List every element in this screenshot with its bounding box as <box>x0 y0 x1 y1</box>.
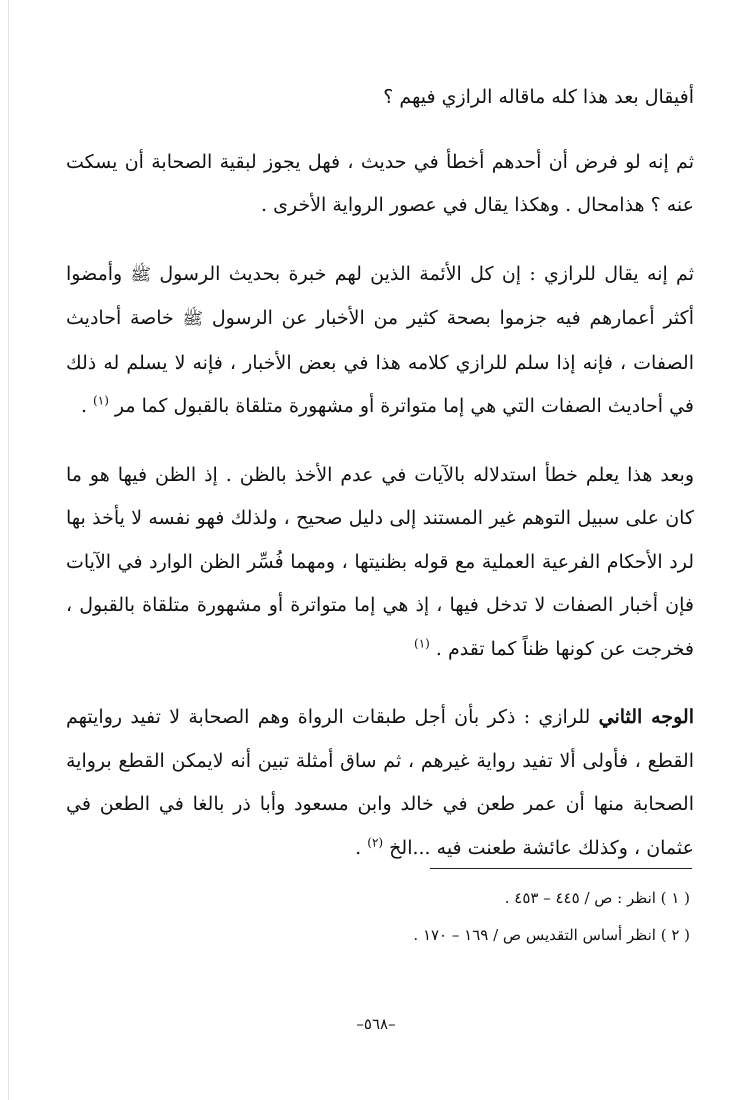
footnote-ref-1: (١) <box>93 393 109 408</box>
footnotes <box>70 880 690 954</box>
paragraph-3-end: . <box>80 395 87 417</box>
salawat-symbol: ﷺ <box>182 309 204 329</box>
paragraph-3 <box>66 253 694 429</box>
main-text <box>66 76 694 895</box>
scan-edge-streak <box>8 0 9 1100</box>
footnote-ref-2: (٢) <box>367 835 384 850</box>
footnote-2: ( ٢ ) انظر أساس التقديس ص / ١٦٩ – ١٧٠ . <box>413 926 690 944</box>
paragraph-5 <box>66 696 694 870</box>
paragraph-4-text: وبعد هذا يعلم خطأ استدلاله بالآيات في عدم الأخذ بالظن . إذ الظن فيها هو ما كان على سبيل التوهم غير المستند إلى دليل صحيح ، ولذلك فهو نفسه لا يأخذ بها لرد الأحكام الفرعية العملية مع قوله بظنيتها ، ومهما فُسِّر الظن الوارد في الآيات فإن أخبار الصفات لا تدخل فيها ، إذ هي إما متواترة أو مشهورة متلقاة بالقبول ، فخرجت عن كونها ظناً كما تقدم . <box>66 463 694 660</box>
footnote-1: ( ١ ) انظر : ص / ٤٤٥ – ٤٥٣ . <box>504 889 690 907</box>
footnote-separator <box>430 868 692 869</box>
salawat-symbol: ﷺ <box>130 264 152 285</box>
paragraph-3-part-1: ثم إنه يقال للرازي : إن كل الأئمة الذين لهم خبرة بحديث الرسول <box>159 262 694 285</box>
paragraph-3-part-3: خاصة أحاديث الصفات ، فإنه إذا سلم للرازي كلامه هذا في بعض الأخبار ، فإنه لا يسلم له ذلك في أحاديث الصفات التي هي إما متواترة أو مشهورة متلقاة بالقبول كما مر <box>66 307 694 417</box>
paragraph-5-text: للرازي : ذكر بأن أجل طبقات الرواة وهم الصحابة لا تفيد روايتهم القطع ، فأولى ألا تفيد رواية غيرهم ، ثم ساق أمثلة تبين أنه لايمكن القطع برواية الصحابة منها أن عمر طعن في خالد وابن مسعود وأبا ذر بالغا في الطعن في عثمان ، وكذلك عائشة طعنت فيه ...الخ <box>66 706 694 859</box>
paragraph-1 <box>66 76 694 120</box>
page-number: –٥٦٨– <box>356 1015 396 1033</box>
paragraph-2-text: ثم إنه لو فرض أن أحدهم أخطأ في حديث ، فهل يجوز لبقية الصحابة أن يسكت عنه ؟ هذامحال . وهكذا يقال في عصور الرواية الأخرى . <box>66 150 694 216</box>
footnote-ref-1: (١) <box>414 636 430 651</box>
paragraph-2 <box>66 141 694 228</box>
paragraph-5-end: . <box>355 836 362 859</box>
paragraph-4 <box>66 454 694 672</box>
paragraph-3-part-2: وأمضوا أكثر أعمارهم فيه جزموا بصحة كثير من الأخبار عن الرسول <box>66 262 694 329</box>
paragraph-1-text: أفيقال بعد هذا كله ماقاله الرازي فيهم ؟ <box>383 86 694 108</box>
section-lead-second-aspect: الوجه الثاني <box>598 706 694 728</box>
